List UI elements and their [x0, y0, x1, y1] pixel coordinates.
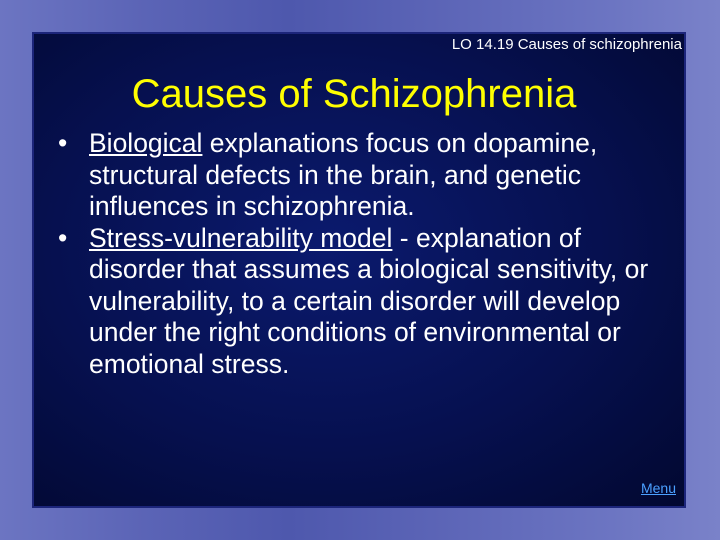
bullet-list — [54, 128, 664, 380]
bullet-term-biological: Biological — [89, 128, 203, 158]
lesson-objective-label: LO 14.19 Causes of schizophrenia — [451, 36, 682, 53]
bullet-text-stress-vulnerability: - explanation of disorder that assumes a biological sensitivity, or vulnerability, to a certain disorder will develop under the right conditions of environmental or emotional stress. — [89, 222, 649, 379]
bullet-text-biological: explanations focus on dopamine, structural defects in the brain, and genetic influences in schizophrenia. — [89, 128, 598, 221]
bullet-icon: • — [58, 128, 68, 158]
menu-link[interactable]: Menu — [640, 480, 676, 496]
slide-title: Causes of Schizophrenia — [131, 72, 577, 116]
bullet-icon: • — [58, 222, 68, 253]
slide-panel — [32, 32, 686, 508]
bullet-item-stress-vulnerability — [54, 223, 664, 381]
bullet-item-biological — [54, 128, 664, 223]
bullet-term-stress-vulnerability: Stress-vulnerability model — [89, 222, 393, 253]
